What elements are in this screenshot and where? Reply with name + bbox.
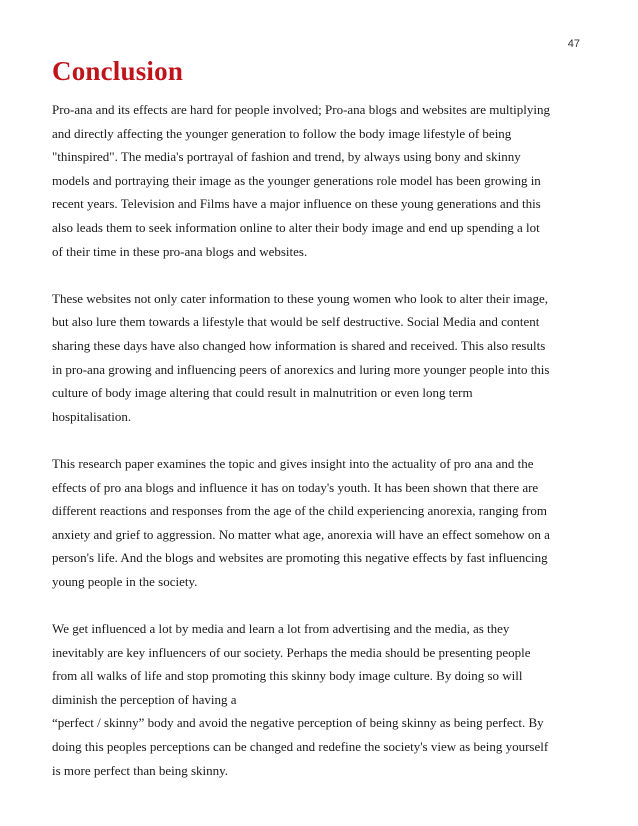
paragraph-4 [52,617,592,782]
text-line: young people in the society. [52,573,198,589]
text-line: recent years. Television and Films have a major influence on these young generations and this [52,196,541,212]
text-line: These websites not only cater information to these young women who look to alter their image, [52,290,549,306]
text-line: sharing these days have also changed how information is shared and received. This also results [52,337,546,353]
text-line: but also lure them towards a lifestyle that would be self destructive. Social Media and content [52,314,540,330]
text-line: This research paper examines the topic and gives insight into the actuality of pro ana and the [52,455,534,471]
text-line: Pro-ana and its effects are hard for people involved; Pro-ana blogs and websites are multiplying [52,102,550,117]
text-line: diminish the perception of having a [52,691,237,707]
text-line: effects of pro ana blogs and influence it has on today's youth. It has been shown that there are [52,479,539,495]
text-line: hospitalisation. [52,408,132,424]
text-line: “perfect / skinny” body and avoid the negative perception of being skinny as being perfect. By [52,715,544,731]
paragraph-1 [52,98,592,263]
body-text [52,98,592,806]
text-line: We get influenced a lot by media and learn a lot from advertising and the media, as they [52,621,510,637]
text-line: models and portraying their image as the younger generations role model has been growing in [52,172,541,188]
text-line: is more perfect than being skinny. [52,762,229,778]
text-line: and directly affecting the younger generation to follow the body image lifestyle of being [52,125,512,141]
text-line: anxiety and grief to aggression. No matter what age, anorexia will have an effect somehow on a [52,526,550,542]
text-line: doing this peoples perceptions can be changed and redefine the society's view as being yourself [52,739,549,755]
text-line: person's life. And the blogs and websites are promoting this negative effects by fast influencing [52,550,548,566]
text-line: also leads them to seek information online to alter their body image and end up spending a lot [52,219,540,235]
text-line: from all walks of life and stop promoting this skinny body image culture. By doing so will [52,668,523,684]
text-line: "thinspired". The media's portrayal of fashion and trend, by always using bony and skinny [52,149,521,165]
text-line: of their time in these pro-ana blogs and websites. [52,243,308,259]
section-title: Conclusion [52,56,184,86]
text-line: culture of body image altering that could result in malnutrition or even long term [52,385,473,401]
page-number: 47 [567,38,580,50]
paragraph-2 [52,287,592,429]
text-line: inevitably are key influencers of our society. Perhaps the media should be presenting people [52,644,531,660]
text-line: different reactions and responses from the age of the child experiencing anorexia, ranging from [52,503,548,519]
text-line: in pro-ana growing and influencing peers of anorexics and luring more younger people into this [52,361,550,377]
paragraph-3 [52,452,592,594]
